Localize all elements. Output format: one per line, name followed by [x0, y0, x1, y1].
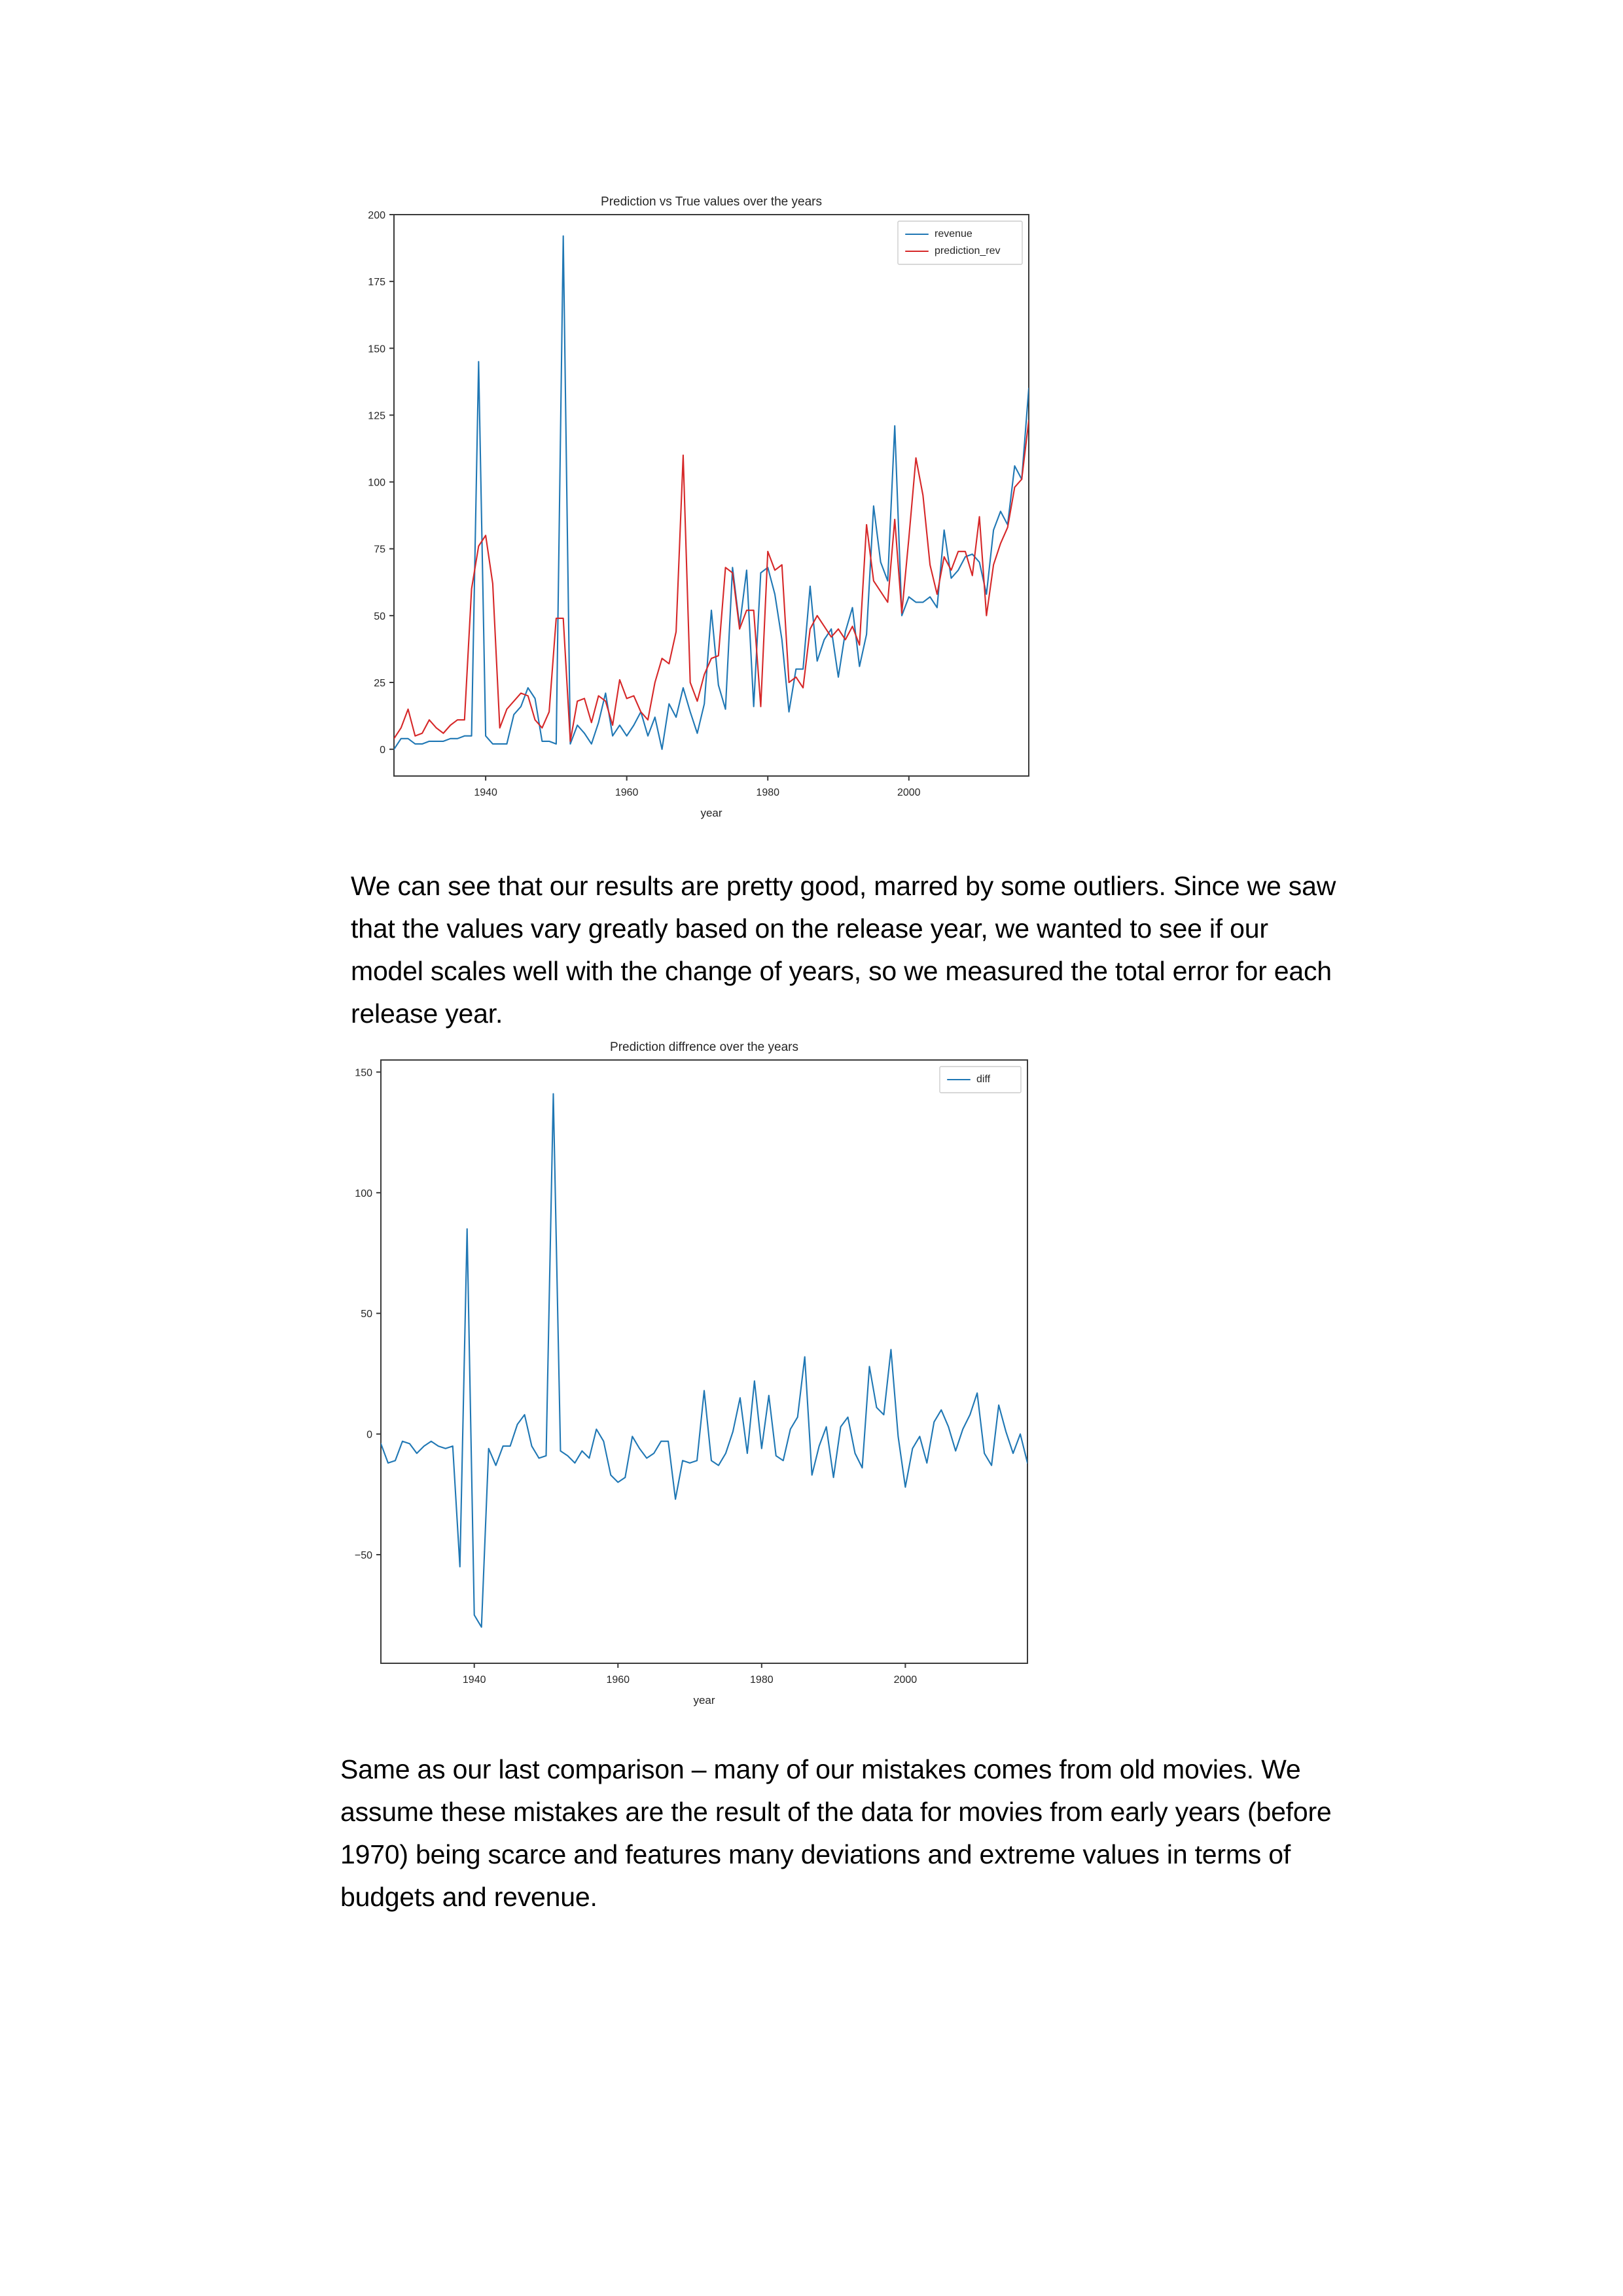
series-group — [381, 1094, 1027, 1627]
legend-label-diff: diff — [976, 1074, 991, 1086]
x-tick-label: 1980 — [750, 1674, 774, 1686]
paragraph-results: We can see that our results are pretty good, marred by some outliers. Since we saw that the values vary greatly based on the release year, we wanted to see if our model scales well with the change of years, so we measured the total error for each release year. — [351, 871, 1344, 1029]
x-tick-label: 1960 — [606, 1674, 630, 1686]
series-line-prediction_rev — [394, 421, 1029, 741]
x-tick-label: 2000 — [893, 1674, 918, 1686]
chart-title: Prediction diffrence over the years — [610, 1040, 798, 1054]
y-tick-label: 200 — [368, 210, 385, 221]
y-tick-label: 50 — [374, 610, 385, 622]
y-tick-label: 25 — [374, 678, 385, 689]
chart-prediction-vs-true — [353, 191, 1035, 839]
x-tick-label: 1940 — [462, 1674, 486, 1686]
chart-prediction-difference-svg — [335, 1035, 1035, 1729]
plot-frame — [394, 215, 1029, 776]
chart-prediction-vs-true-svg — [353, 191, 1035, 839]
paragraph-mistakes: Same as our last comparison – many of our mistakes comes from old movies. We assume these mistakes are the result of the data for movies from early years (before 1970) being scarce and features many deviations and extreme values in terms of budgets and revenue. — [340, 1754, 1339, 1912]
y-tick-label: 75 — [374, 544, 385, 556]
y-tick-label: −50 — [354, 1550, 372, 1562]
plot-frame — [381, 1060, 1027, 1663]
series-group — [394, 236, 1029, 749]
y-tick-label: 175 — [368, 277, 385, 289]
legend-label-prediction_rev: prediction_rev — [935, 245, 1001, 257]
chart-title: Prediction vs True values over the years — [601, 195, 822, 209]
chart-legend — [940, 1067, 1021, 1093]
y-tick-label: 100 — [355, 1188, 372, 1199]
y-tick-label: 125 — [368, 410, 385, 422]
x-tick-label: 1940 — [474, 787, 497, 798]
series-line-revenue — [394, 236, 1029, 749]
y-tick-label: 150 — [355, 1067, 372, 1079]
chart-legend — [898, 221, 1022, 264]
y-tick-label: 100 — [368, 477, 385, 489]
chart-prediction-difference — [335, 1035, 1035, 1729]
legend-label-revenue: revenue — [935, 228, 972, 240]
y-tick-label: 0 — [366, 1429, 372, 1441]
legend-background — [898, 221, 1022, 264]
x-tick-label: 2000 — [897, 787, 921, 798]
x-axis-label: year — [700, 807, 722, 819]
x-tick-label: 1980 — [756, 787, 780, 798]
series-line-diff — [381, 1094, 1027, 1627]
x-tick-label: 1960 — [615, 787, 639, 798]
x-axis-label: year — [693, 1694, 715, 1706]
y-tick-label: 0 — [380, 745, 385, 756]
y-tick-label: 150 — [368, 344, 385, 355]
y-tick-label: 50 — [361, 1309, 372, 1320]
